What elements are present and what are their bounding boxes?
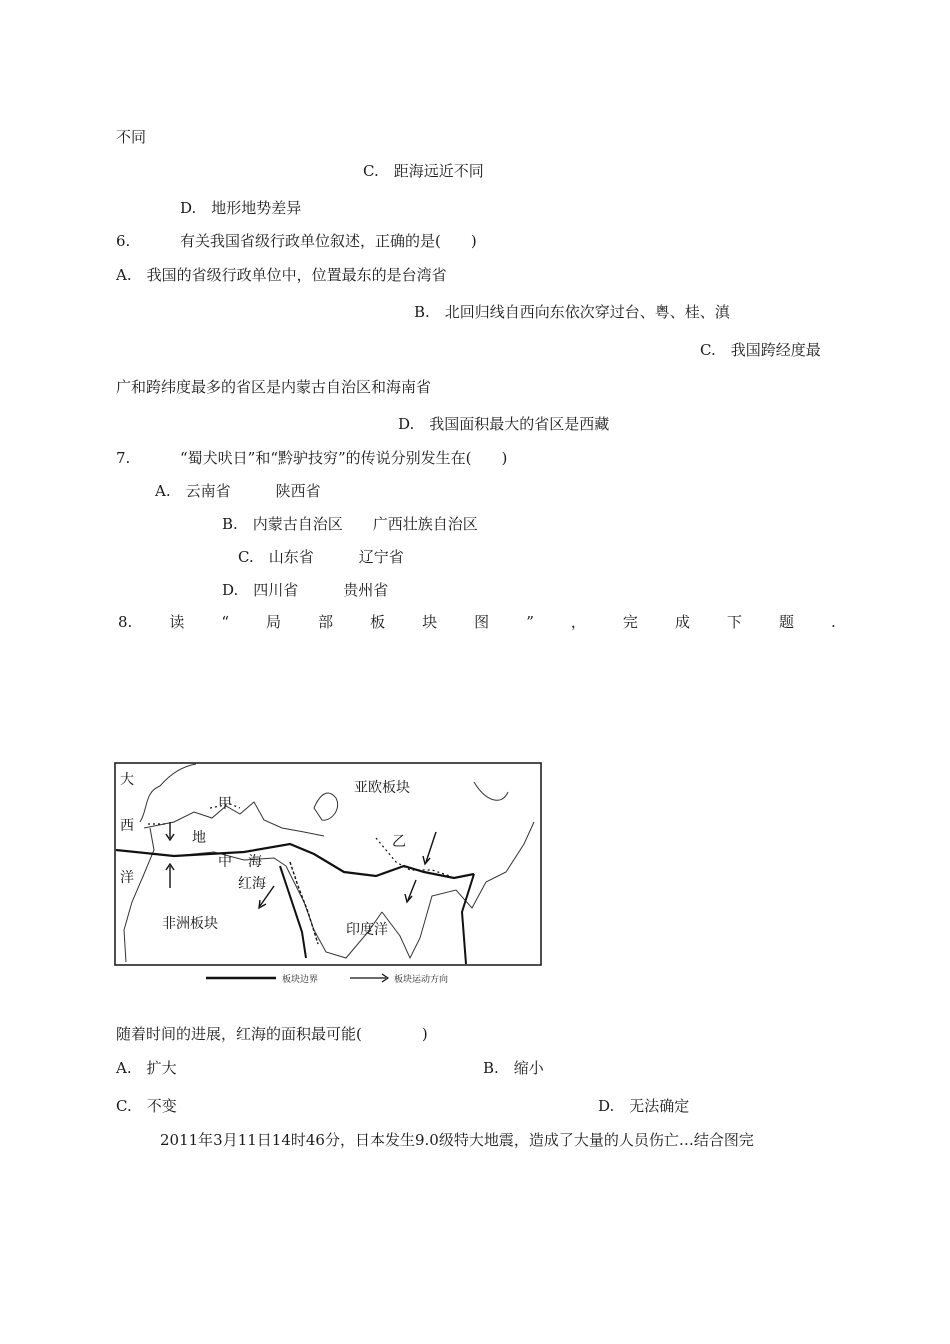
question-8-option-d: D. 无法确定: [598, 1097, 690, 1115]
map-label: 大: [120, 772, 134, 788]
legend-motion-label: 板块运动方向: [394, 975, 449, 985]
map-label: 亚欧板块: [354, 780, 410, 796]
q8-char: 读: [169, 613, 185, 631]
map-label: 红海: [238, 876, 266, 892]
question-7-option-b: B. 内蒙古自治区 广西壮族自治区: [222, 515, 478, 533]
question-6-option-a: A. 我国的省级行政单位中，位置最东的是台湾省: [116, 266, 447, 284]
map-label: 甲: [218, 796, 232, 812]
question-6-stem: 有关我国省级行政单位叙述，正确的是( ): [180, 232, 477, 250]
q8-char: ”: [526, 613, 534, 631]
map-label: 非洲板块: [162, 916, 218, 932]
map-label: 印度洋: [346, 922, 388, 938]
question-8-option-b: B. 缩小: [483, 1059, 544, 1077]
question-6-option-c-cont: 广和跨纬度最多的省区是内蒙古自治区和海南省: [116, 378, 432, 396]
q8-char: “: [221, 613, 230, 631]
question-6-option-d: D. 我国面积最大的省区是西藏: [398, 415, 610, 433]
map-label: 地: [192, 830, 206, 846]
next-passage: 2011年3月11日14时46分，日本发生9.0级特大地震，造成了大量的人员伤亡…结合图完: [160, 1131, 754, 1149]
q8-char: 块: [422, 613, 438, 631]
map-label: 海: [248, 854, 262, 870]
question-8-prompt: 随着时间的进展，红海的面积最可能( ): [116, 1025, 428, 1043]
map-label: 中: [218, 854, 232, 870]
q8-char: 部: [318, 613, 334, 631]
q8-char: ，: [570, 613, 586, 631]
option-d: D. 地形地势差异: [180, 199, 302, 217]
question-6-number: 6.: [116, 232, 131, 250]
q8-char: 题: [779, 613, 795, 631]
question-7-option-c: C. 山东省 辽宁省: [238, 548, 404, 566]
q8-char: 8.: [118, 613, 133, 631]
question-7-option-a: A. 云南省 陕西省: [155, 482, 321, 500]
option-c: C. 距海远近不同: [363, 162, 484, 180]
q8-char: 下: [726, 613, 742, 631]
question-7-option-d: D. 四川省 贵州省: [222, 581, 389, 599]
map-label: 洋: [120, 870, 134, 886]
text-line: 不同: [116, 128, 147, 146]
q8-char: 成: [674, 613, 690, 631]
question-8-stem: [118, 612, 836, 632]
question-7-stem: “蜀犬吠日”和“黔驴技穷”的传说分别发生在( ): [180, 449, 508, 467]
q8-char: 图: [474, 613, 490, 631]
question-6-option-b: B. 北回归线自西向东依次穿过台、粤、桂、滇: [414, 303, 730, 321]
question-8-option-a: A. 扩大: [116, 1059, 177, 1077]
question-8-option-c: C. 不变: [116, 1097, 177, 1115]
legend-boundary-label: 板块边界: [282, 975, 319, 985]
plate-map: [114, 762, 544, 988]
q8-char: 完: [622, 613, 638, 631]
map-label: 西: [120, 818, 134, 834]
map-label: 乙: [392, 834, 406, 850]
question-6-option-c: C. 我国跨经度最: [700, 341, 821, 359]
q8-char: 板: [370, 613, 386, 631]
q8-char: .: [831, 613, 836, 631]
q8-char: 局: [266, 613, 282, 631]
question-7-number: 7.: [116, 449, 131, 467]
